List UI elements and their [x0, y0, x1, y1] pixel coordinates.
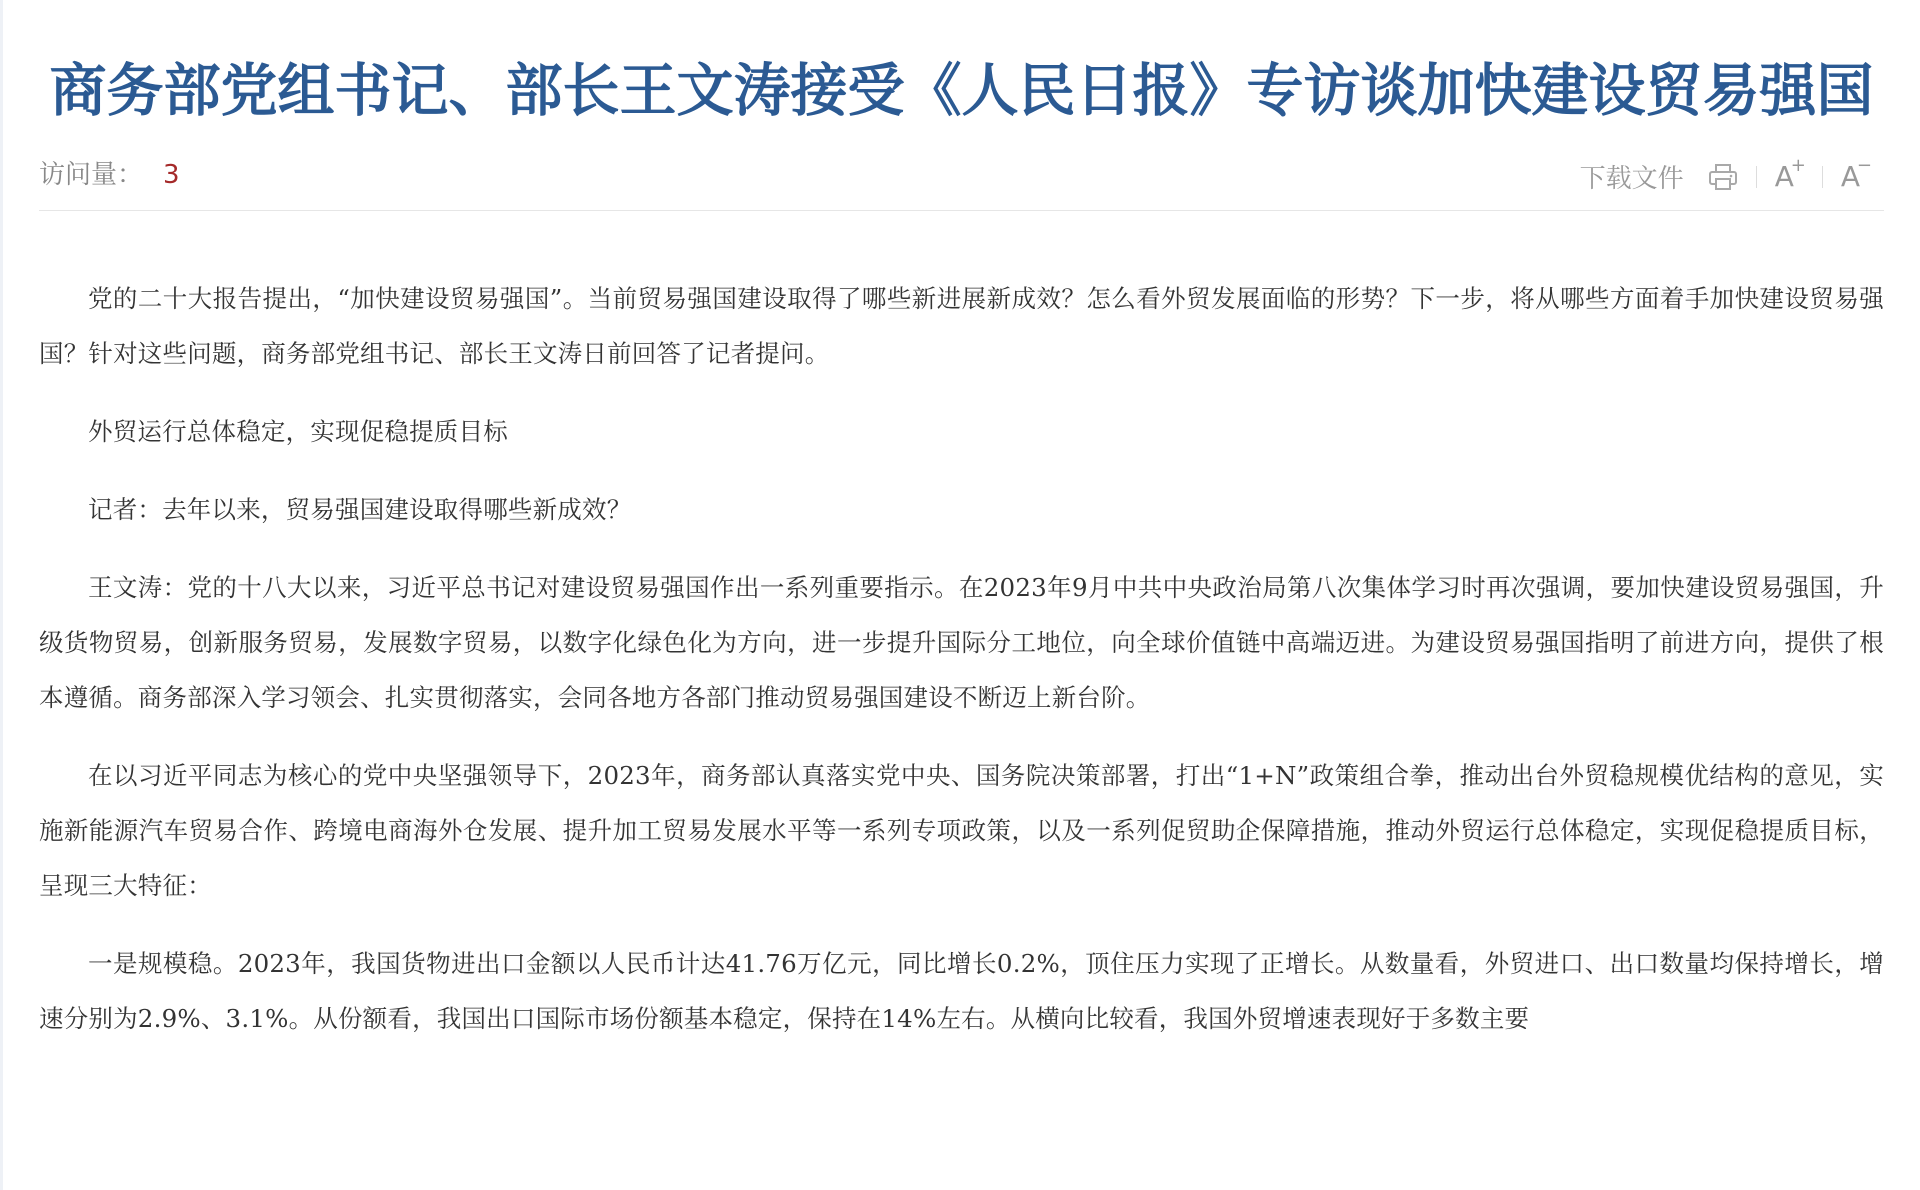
section-heading: 外贸运行总体稳定，实现促稳提质目标	[88, 417, 508, 446]
article-meta-bar	[39, 144, 1884, 211]
article-paragraph: 一是规模稳。2023年，我国货物进出口金额以人民币计达41.76万亿元，同比增长0.2%，顶住压力实现了正增长。从数量看，外贸进口、出口数量均保持增长，增速分别为2.9%、3.1%。从份额看，我国出口国际市场份额基本稳定，保持在14%左右。从横向比较看，我国外贸增速表现好于多数主要	[39, 949, 1884, 1033]
print-icon[interactable]	[1708, 159, 1738, 195]
article-paragraph: 记者：去年以来，贸易强国建设取得哪些新成效？	[88, 495, 632, 524]
article-paragraph: 在以习近平同志为核心的党中央坚强领导下，2023年，商务部认真落实党中央、国务院决策部署，打出“1+N”政策组合拳，推动出台外贸稳规模优结构的意见，实施新能源汽车贸易合作、跨境电商海外仓发展、提升加工贸易发展水平等一系列专项政策，以及一系列促贸助企保障措施，推动外贸运行总体稳定，实现促稳提质目标，呈现三大特征：	[39, 761, 1884, 900]
font-decrease-button[interactable]	[1840, 154, 1872, 195]
views-label: 访问量：	[39, 160, 144, 190]
article-paragraph: 党的二十大报告提出，“加快建设贸易强国”。当前贸易强国建设取得了哪些新进展新成效？怎么看外贸发展面临的形势？下一步，将从哪些方面着手加快建设贸易强国？针对这些问题，商务部党组书记、部长王文涛日前回答了记者提问。	[39, 284, 1884, 368]
article-body	[39, 271, 1884, 1046]
font-increase-sign: +	[1790, 154, 1806, 176]
toolbar-divider	[1822, 166, 1823, 188]
article-title: 商务部党组书记、部长王文涛接受《人民日报》专访谈加快建设贸易强国	[49, 58, 1874, 124]
font-increase-button[interactable]	[1774, 154, 1806, 195]
font-increase-letter: A	[1774, 160, 1794, 193]
views-count: 3	[163, 160, 180, 190]
download-file-button[interactable]: 下载文件	[1579, 164, 1684, 194]
article-toolbar	[1579, 154, 1872, 195]
view-counter	[39, 154, 180, 191]
font-decrease-sign: −	[1856, 154, 1872, 176]
font-decrease-letter: A	[1840, 160, 1860, 193]
toolbar-divider	[1756, 166, 1757, 188]
article-paragraph: 王文涛：党的十八大以来，习近平总书记对建设贸易强国作出一系列重要指示。在2023年9月中共中央政治局第八次集体学习时再次强调，要加快建设贸易强国，升级货物贸易，创新服务贸易，发展数字贸易，以数字化绿色化为方向，进一步提升国际分工地位，向全球价值链中高端迈进。为建设贸易强国指明了前进方向，提供了根本遵循。商务部深入学习领会、扎实贯彻落实，会同各地方各部门推动贸易强国建设不断迈上新台阶。	[39, 573, 1884, 712]
